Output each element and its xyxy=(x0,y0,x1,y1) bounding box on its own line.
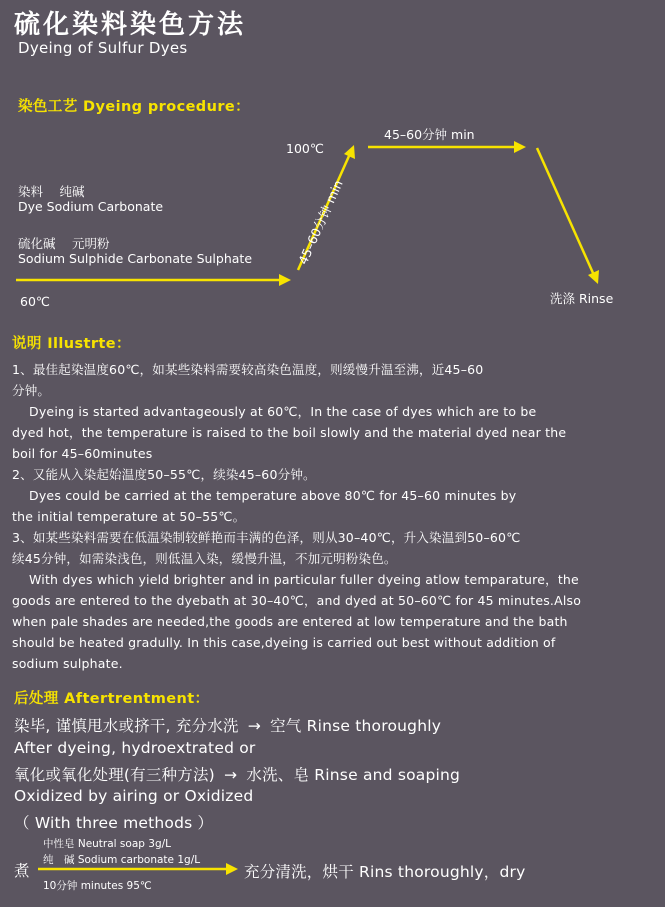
after-arrow-icon: → xyxy=(224,766,238,784)
boil-time: 10分钟 minutes 95℃ xyxy=(43,880,152,892)
after-line-5: （ With three methods ） xyxy=(14,814,214,832)
soda-recipe: 纯 碱 Sodium carbonate 1g/L xyxy=(43,854,201,866)
boil-temperature: 100℃ xyxy=(286,141,324,156)
boil-label: 煮 xyxy=(14,862,30,880)
note-line: 2、又能从入染起始温度50–55℃，续染45–60分钟。 xyxy=(12,467,316,482)
after-line-2: After dyeing, hydroextrated or xyxy=(14,739,256,757)
after-line-1-cn: 染毕, 谨慎甩水或挤干, 充分水洗 xyxy=(14,717,239,735)
note-line: sodium sulphate. xyxy=(12,656,123,671)
note-line: goods are entered to the dyebath at 30–40℃，and dyed at 50–60℃ for 45 minutes.Also xyxy=(12,593,582,608)
sulphide-label-en: Sodium Sulphide Carbonate Sulphate xyxy=(18,251,253,266)
cool-arrow-line xyxy=(537,148,593,273)
hold-time-label: 45–60分钟 min xyxy=(384,127,475,142)
note-line: boil for 45–60minutes xyxy=(12,446,153,461)
after-line-3-en: 水洗、皂 Rinse and soaping xyxy=(246,766,461,784)
hold-arrow-head xyxy=(514,141,526,153)
note-line: With dyes which yield brighter and in particular fuller dyeing atlow temparature，the xyxy=(29,572,579,587)
after-arrow-icon: → xyxy=(247,717,261,735)
note-line: 分钟。 xyxy=(12,383,51,398)
rise-time-label: 45–60分钟 min xyxy=(295,177,346,267)
note-line: dyed hot，the temperature is raised to the boil slowly and the material dyed near the xyxy=(12,425,567,440)
after-line-3 xyxy=(14,763,460,785)
note-line: Dyes could be carried at the temperature above 80℃ for 45–60 minutes by xyxy=(29,488,517,503)
after-line-1-en: 空气 Rinse thoroughly xyxy=(270,717,442,735)
rinse-label: 洗涤 Rinse xyxy=(550,291,614,306)
note-line: 续45分钟，如需染浅色，则低温入染，缓慢升温，不加元明粉染色。 xyxy=(12,551,397,566)
soap-recipe: 中性皂 Neutral soap 3g/L xyxy=(43,838,171,850)
after-line-1 xyxy=(14,714,441,736)
illustrate-heading: 说明 Illustrte： xyxy=(12,336,131,352)
page-title: 硫化染料染色方法 xyxy=(14,10,247,40)
note-line: should be heated gradully. In this case,dyeing is carried out best without addition of xyxy=(12,635,556,650)
aftertreatment-heading: 后处理 Aftertrentment： xyxy=(14,691,210,707)
after-line-4: Oxidized by airing or Oxidized xyxy=(14,787,254,805)
dye-label-en: Dye Sodium Carbonate xyxy=(18,199,164,214)
start-arrow-head xyxy=(279,274,291,286)
note-line: when pale shades are needed,the goods are entered at low temperature and the bath xyxy=(12,614,568,629)
procedure-heading: 染色工艺 Dyeing procedure： xyxy=(18,99,250,115)
start-temperature: 60℃ xyxy=(20,294,50,309)
dye-label-cn: 染料 纯碱 xyxy=(18,184,85,199)
boil-arrow-icon xyxy=(38,862,238,876)
note-line: Dyeing is started advantageously at 60℃，In the case of dyes which are to be xyxy=(29,404,537,419)
final-step: 充分清洗，烘干 Rins thoroughly，dry xyxy=(244,863,526,881)
note-line: 1、最佳起染温度60℃，如某些染料需要较高染色温度，则缓慢升温至沸，近45–60 xyxy=(12,362,484,377)
note-line: 3、如某些染料需要在低温染制较鲜艳而丰满的色泽，则从30–40℃，升入染温到50–60℃ xyxy=(12,530,521,545)
sulphide-label-cn: 硫化碱 元明粉 xyxy=(18,236,110,251)
after-line-3-cn: 氧化或氧化处理(有三种方法) xyxy=(14,766,215,784)
note-line: the initial temperature at 50–55℃。 xyxy=(12,509,246,524)
page-subtitle: Dyeing of Sulfur Dyes xyxy=(18,39,188,57)
